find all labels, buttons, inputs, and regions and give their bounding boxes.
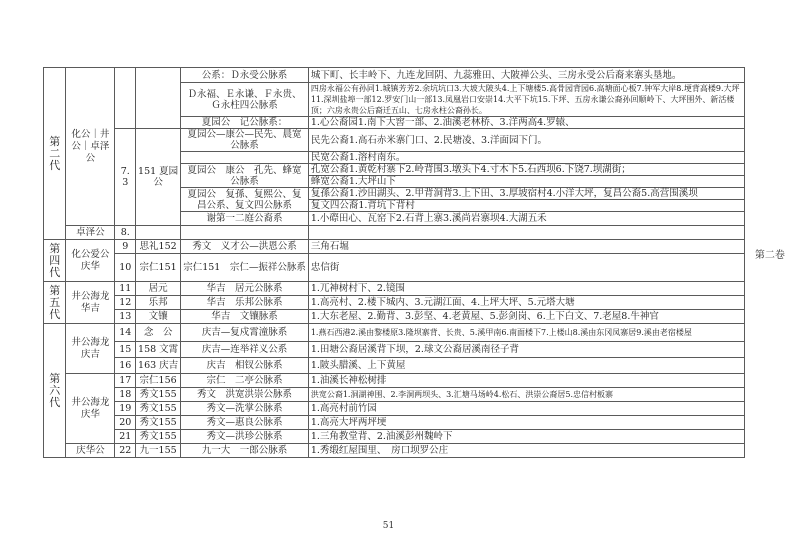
villages-cell: 民先公裔1.高石赤米寨门口、2.民塘凌、3.洋面园下门。 xyxy=(308,129,744,152)
number-cell: 13 xyxy=(115,310,136,324)
name-cell: 158 文霄 xyxy=(136,342,181,358)
villages-cell: 蜂宽公裔1.大坪山下 xyxy=(308,176,744,188)
number-cell: 12 xyxy=(115,296,136,310)
lineage-cell: 宗仁 二亭公脉系 xyxy=(181,374,309,388)
villages-cell: 1.心公裔园1.南下大窖一部、2.油溪老林桥、3.洋两高4.罗辕、 xyxy=(308,117,744,129)
table-row xyxy=(44,226,778,240)
name-cell: 秀文155 xyxy=(136,430,181,444)
ancestor-cell: 井公海龙庆华 xyxy=(66,374,115,444)
name-cell: 乐邦 xyxy=(136,296,181,310)
table-row xyxy=(44,68,778,83)
table-row xyxy=(44,296,778,310)
lineage-cell: 谢第一二庭公裔系 xyxy=(181,212,309,226)
table-row xyxy=(44,358,778,374)
table-row xyxy=(44,254,778,282)
lineage-cell: 九一大 一郎公脉系 xyxy=(181,444,309,458)
number-cell xyxy=(115,68,136,129)
villages-cell: 1.高亮村、2.楼下城内、3.元湖江面、4.上坪大坪、5.元塔大塘 xyxy=(308,296,744,310)
villages-cell: 1.秀缎红屋围里、 房口坝罗公庄 xyxy=(308,444,744,458)
ancestor-cell: 化公｜井公｜卓泽公 xyxy=(66,68,115,226)
lineage-cell xyxy=(181,152,309,164)
number-cell: 20 xyxy=(115,416,136,430)
ancestor-cell: 卓泽公 xyxy=(66,226,115,240)
name-cell: 151 夏园公 xyxy=(136,129,181,226)
name-cell: 宗仁156 xyxy=(136,374,181,388)
number-cell: 15 xyxy=(115,342,136,358)
ancestor-cell: 井公海龙华吉 xyxy=(66,282,115,324)
table-row xyxy=(44,430,778,444)
table-row xyxy=(44,282,778,296)
villages-cell: 四房永福公有孙同1.城镇芳芳2.余坑坑口3.大坡大陂头4.上下塘楼5.高骨园背园6.高塘面心板7.钟军大岸8.埂背高楼9.大坪11.深圳盐埠一部12.罗安门山一部13.凤凰岩口安崇14.大平下坑15.下坪、五房永谦公裔孙回顺岭下、大坪围外、新活楼顶；六房永贵公后裔迁五山、七房永柱公裔孙长。 xyxy=(308,83,744,117)
lineage-cell: 秀文 洪宽洪崇公脉系 xyxy=(181,388,309,402)
name-cell: 思礼152 xyxy=(136,240,181,254)
lineage-cell: 夏园公—康公—民先、晨宽公脉系 xyxy=(181,129,309,152)
villages-cell: 民宽公裔1.溶村南东。 xyxy=(308,152,744,164)
table-row xyxy=(44,324,778,342)
lineage-cell: 庆吉 相钗公脉系 xyxy=(181,358,309,374)
table-row xyxy=(44,374,778,388)
genealogy-table xyxy=(43,67,785,458)
lineage-cell: 夏园公 复孫、复熙公、复昌公系、复文四公脉系 xyxy=(181,188,309,212)
volume-label: 第二卷 xyxy=(754,249,785,261)
number-cell: 19 xyxy=(115,402,136,416)
villages-cell: 1.燕石西港2.溪由黎楼原3.隆坝寨背、长贵、5.溪甲南6.南面楼下7.上楼山8.溪由东冈凤寨居9.溪由老宿楼屋 xyxy=(308,324,744,342)
volume-cell xyxy=(744,68,785,444)
number-cell: 11 xyxy=(115,282,136,296)
lineage-cell: 华吉 文镶脉系 xyxy=(181,310,309,324)
generation-cell: 第四代 xyxy=(44,240,66,282)
table-row xyxy=(44,402,778,416)
villages-cell: 1.三角教堂背、2.油溪彭州魏岭下 xyxy=(308,430,744,444)
villages-cell: 1.油溪长神松树排 xyxy=(308,374,744,388)
villages-cell: 复文四公裔1.背坑下背村 xyxy=(308,200,744,212)
number-cell: 18 xyxy=(115,388,136,402)
lineage-cell: Ｄ永福、Ｅ永谦、Ｆ永贵、Ｇ永柱四公脉系 xyxy=(181,83,309,117)
villages-cell: 1.高亮大坪两坪埂 xyxy=(308,416,744,430)
table-row xyxy=(44,444,778,458)
number-cell: 7. 3 xyxy=(115,129,136,226)
ancestor-cell: 井公海龙庆吉 xyxy=(66,324,115,374)
name-cell xyxy=(136,68,181,129)
name-cell: 宗仁151 xyxy=(136,254,181,282)
villages-cell: 城下町、长丰岭下、九连龙回阴、九蕊雅田、大陂禅公头、三房永受公后裔来寨头垦地。 xyxy=(308,68,744,83)
number-cell: 16 xyxy=(115,358,136,374)
villages-cell: 三角石堀 xyxy=(308,240,744,254)
villages-cell: 洪宽公裔1.洞湖神围、2.李洞两坝头、3.汇塘马场岭4.松石、洪崇公裔居5.忠信村板寨 xyxy=(308,388,744,402)
table-row xyxy=(44,129,778,152)
villages-cell: 1.陂头腊溪、上下黄屋 xyxy=(308,358,744,374)
name-cell: 秀文155 xyxy=(136,416,181,430)
name-cell: 九一155 xyxy=(136,444,181,458)
lineage-cell: 秀文 义才公—洪恩公系 xyxy=(181,240,309,254)
number-cell: 22 xyxy=(115,444,136,458)
lineage-cell xyxy=(181,226,309,240)
name-cell: 文镶 xyxy=(136,310,181,324)
name-cell: 居元 xyxy=(136,282,181,296)
name-cell: 念 公 xyxy=(136,324,181,342)
lineage-cell: 秀文—惠良公脉系 xyxy=(181,416,309,430)
table-row xyxy=(44,240,778,254)
number-cell: 21 xyxy=(115,430,136,444)
name-cell xyxy=(136,226,181,240)
number-cell: 10 xyxy=(115,254,136,282)
lineage-cell: 夏园公 记公脉系： xyxy=(181,117,309,129)
ancestor-cell: 化公爱公庆华 xyxy=(66,240,115,282)
lineage-cell: 庆吉—复戍霄潼脉系 xyxy=(181,324,309,342)
name-cell: 秀文155 xyxy=(136,388,181,402)
ancestor-cell: 庆华公 xyxy=(66,444,115,458)
number-cell: 8. xyxy=(115,226,136,240)
generation-cell: 第二代 xyxy=(44,68,66,240)
name-cell: 秀文155 xyxy=(136,402,181,416)
villages-cell: 复孫公裔1.沙田湖头、2.甲背洞背3.上下田、3.厚坡宿村4.小洋大坪，复昌公裔5.高营围溪坝 xyxy=(308,188,744,200)
lineage-cell: 华吉 居元公脉系 xyxy=(181,282,309,296)
number-cell: 9 xyxy=(115,240,136,254)
name-cell: 163 庆吉 xyxy=(136,358,181,374)
lineage-cell: 夏园公 康公 孔先、蜂宽公脉系 xyxy=(181,164,309,188)
villages-cell: 忠信街 xyxy=(308,254,744,282)
villages-cell: 1.大东老屋、2.勤背、3.彭坚、4.老黄屋、5.彭剑岗、6.上下白文、7.老屋8.牛神官 xyxy=(308,310,744,324)
table-row xyxy=(44,388,778,402)
lineage-cell: 公系：Ｄ永受公脉系 xyxy=(181,68,309,83)
lineage-cell: 秀文—洪珍公脉系 xyxy=(181,430,309,444)
villages-cell: 1.小磜田心、瓦窑下2.石背上寨3.溪尚岩寨坝4.大湖五禾 xyxy=(308,212,744,226)
number-cell: 14 xyxy=(115,324,136,342)
lineage-cell: 华吉 乐邦公脉系 xyxy=(181,296,309,310)
lineage-cell: 宗仁151 宗仁—振祥公脉系 xyxy=(181,254,309,282)
villages-cell xyxy=(308,226,744,240)
number-cell: 17 xyxy=(115,374,136,388)
generation-cell: 第五代 xyxy=(44,282,66,324)
generation-cell: 第六代 xyxy=(44,324,66,458)
villages-cell: 1.高亮村前竹园 xyxy=(308,402,744,416)
page-number: 51 xyxy=(382,521,395,531)
table-row xyxy=(44,310,778,324)
villages-cell: 1.田塘公裔居溪背下坝，2.球文公裔居溪南径子背 xyxy=(308,342,744,358)
lineage-cell: 庆吉—连举祥义公系 xyxy=(181,342,309,358)
lineage-cell: 秀文—洗掌公脉系 xyxy=(181,402,309,416)
table-row xyxy=(44,342,778,358)
villages-cell: 孔宽公裔1.黄乾村寨下2.岭背围3.墩头下4.寸木下5.石西坝6.下饶7.坝湖街； xyxy=(308,164,744,176)
villages-cell: 1.兀神树村下、2.镜围 xyxy=(308,282,744,296)
table-row xyxy=(44,416,778,430)
